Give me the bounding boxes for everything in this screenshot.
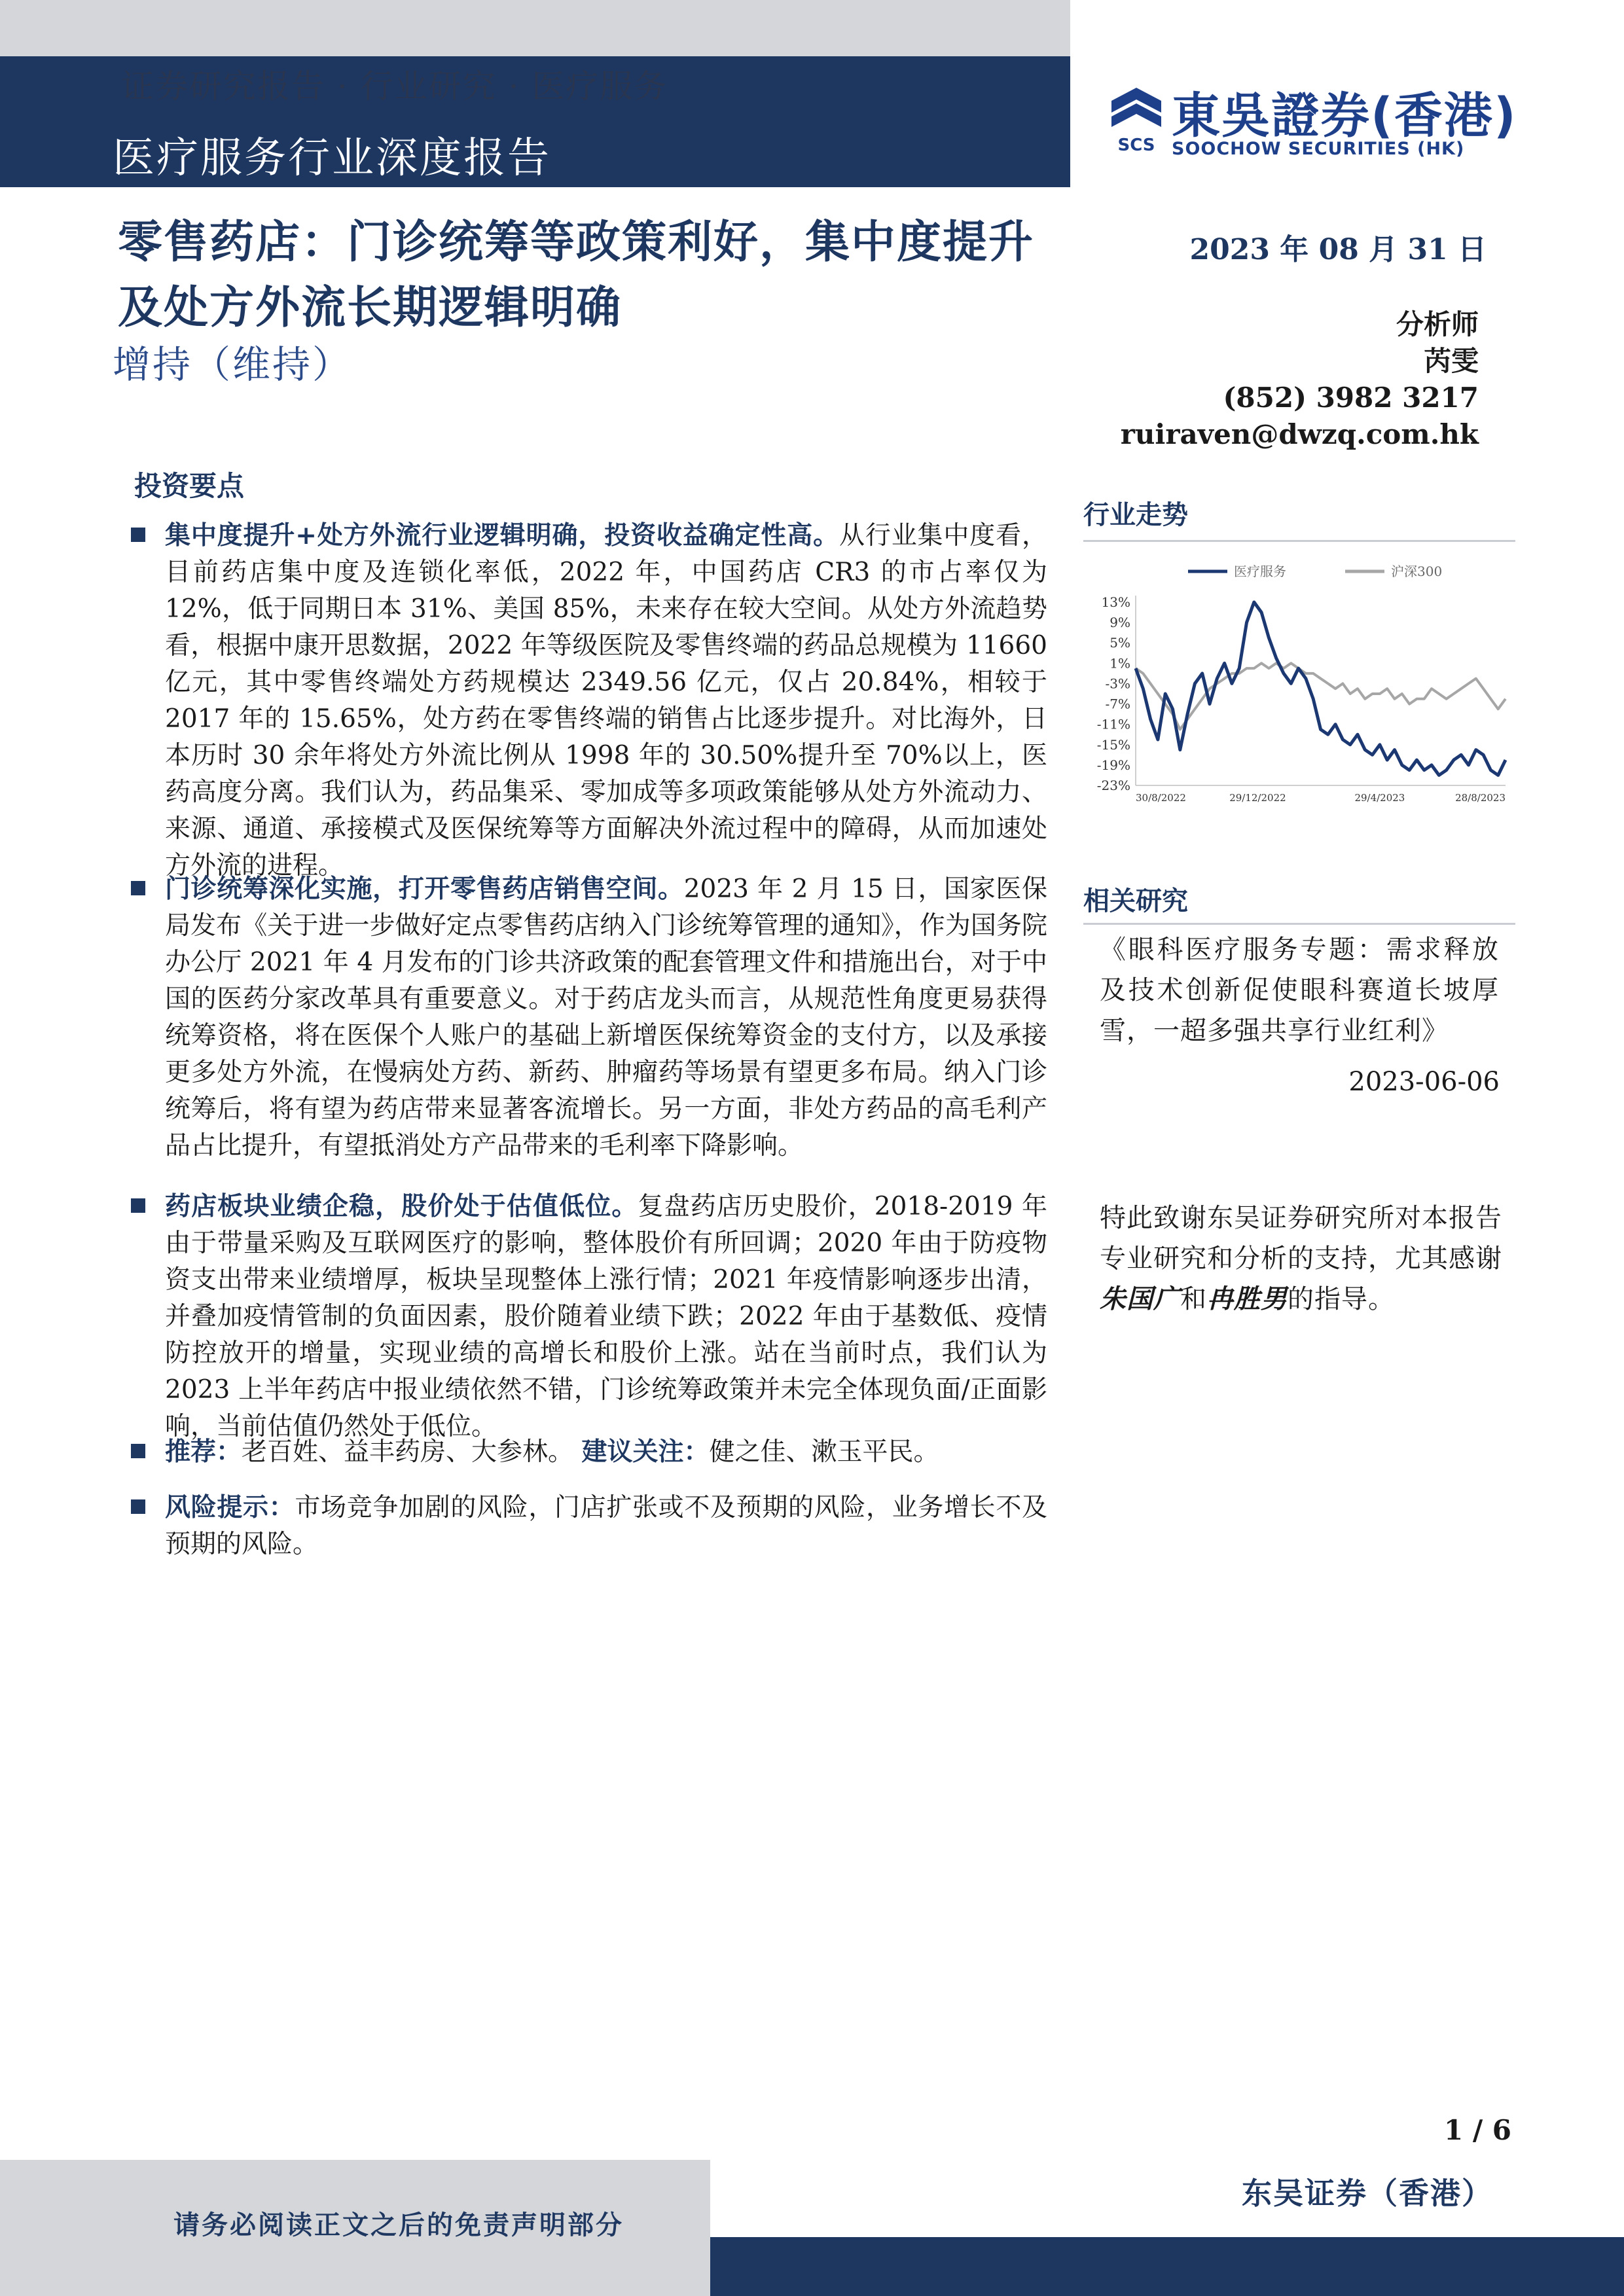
thanks-name-2: 冉胜男 [1207,1283,1288,1314]
header-top-band [0,0,1070,56]
y-tick-label: -23% [1096,778,1130,793]
y-tick-label: -11% [1096,716,1130,732]
bullet-item [131,517,1047,884]
logo-mark-text: SCS [1117,135,1155,155]
category-line: 证券研究报告 · 行业研究 · 医疗服务 [121,67,668,105]
bullet-lead-secondary: 建议关注： [581,1437,710,1467]
legend-label: 医疗服务 [1234,564,1286,579]
acknowledgement [1100,1198,1506,1319]
bullet-body: 老百姓、益丰药房、大参林。 [242,1437,574,1467]
bullet-square-icon [131,1198,145,1213]
x-tick-label: 29/12/2022 [1229,792,1286,804]
bullet-body: 从行业集中度看，目前药店集中度及连锁化率低，2022 年，中国药店 CR3 的市占率仅为 12%，低于同期日本 31%、美国 85%，未来存在较大空间。从处方外流趋势看，根据中康开思数据，2022 年等级医院及零售终端的药品总规模为 11660 亿元，其中零售终端处方药规模达 2349.56 亿元，仅占 20.84%，相较于 2017 年的 15.65%，处方药在零售终端的销售占比逐步提升。对比海外，日本历时 30 余年将处方外流比例从 1998 年的 30.50%提升至 70%以上，医药高度分离。我们认为，药品集采、零加成等多项政策能够从处方外流动力、来源、通道、承接模式及医保统筹等方面解决外流过程中的障碍，从而加速处方外流的进程。 [165,521,1047,880]
report-type: 医疗服务行业深度报告 [113,134,551,183]
y-tick-label: -15% [1096,736,1130,753]
y-tick-label: 13% [1101,594,1130,610]
trend-chart [1083,550,1515,812]
thanks-name-1: 朱国广 [1100,1283,1180,1314]
analyst-phone: (852) 3982 3217 [1223,382,1479,414]
footer-gray-band-lower [0,2237,710,2296]
y-tick-label: -7% [1105,696,1130,712]
thanks-mid: 和 [1180,1284,1207,1314]
bullet-body: 2023 年 2 月 15 日，国家医保局发布《关于进一步做好定点零售药店纳入门诊统筹管理的通知》，作为国务院办公厅 2021 年 4 月发布的门诊共济政策的配套管理文件和措施出台，对于中国的医药分家改革具有重要意义。对于药店龙头而言，从规范性角度更易获得统筹资格，将在医保个人账户的基础上新增医保统筹资金的支付方，以及承接更多处方外流，在慢病处方药、新药、肿瘤药等场景有望更多布局。纳入门诊统筹后，将有望为药店带来显著客流增长。另一方面，非处方药品的高毛利产品占比提升，有望抵消处方产品带来的毛利率下降影响。 [165,874,1047,1160]
bullet-item [131,870,1047,1164]
series-line [1136,602,1506,775]
analyst-name: 芮雯 [1423,345,1479,377]
related-divider [1083,923,1515,925]
bullet-square-icon [131,528,145,542]
trend-heading: 行业走势 [1083,499,1188,530]
y-tick-label: -3% [1105,675,1130,692]
invest-heading: 投资要点 [134,470,245,502]
bullet-body: 复盘药店历史股价，2018-2019 年由于带量采购及互联网医疗的影响，整体股价有所回调；2020 年由于防疫物资支出带来业绩增厚，板块呈现整体上涨行情；2021 年疫情影响逐步出清，并叠加疫情管制的负面因素，股价随着业绩下跌；2022 年由于基数低、疫情防控放开的增量，实现业绩的高增长和股价上涨。站在当前时点，我们认为 2023 上半年药店中报业绩依然不错，门诊统筹政策并未完全体现负面/正面影响，当前估值仍然处于低位。 [165,1192,1047,1441]
bullet-square-icon [131,881,145,895]
bullet-lead: 门诊统筹深化实施，打开零售药店销售空间。 [165,874,684,904]
related-report[interactable]: 《眼科医疗服务专题：需求释放及技术创新促使眼科赛道长坡厚雪，一超多强共享行业红利》 [1100,935,1499,1046]
thanks-pre: 特此致谢东吴证券研究所对本报告专业研究和分析的支持，尤其感谢 [1100,1203,1502,1274]
bullet-body: 市场竞争加剧的风险，门店扩张或不及预期的风险，业务增长不及预期的风险。 [165,1493,1047,1559]
x-tick-label: 28/8/2023 [1455,792,1506,804]
legend-label: 沪深300 [1391,564,1443,579]
logo-chinese: 東吳證券(香港) [1172,88,1517,144]
y-tick-label: 1% [1110,655,1130,672]
related-heading: 相关研究 [1083,886,1188,916]
disclaimer: 请务必阅读正文之后的免责声明部分 [173,2210,624,2240]
bullet-square-icon [131,1499,145,1514]
y-tick-label: -19% [1096,757,1130,773]
x-tick-label: 29/4/2023 [1354,792,1405,804]
report-date: 2023 年 08 月 31 日 [1189,233,1487,266]
page-number: 1 / 6 [1443,2114,1511,2146]
y-tick-label: 5% [1110,635,1130,651]
logo-mark-icon [1106,84,1166,156]
y-tick-label: 9% [1110,615,1130,631]
analyst-email[interactable]: ruiraven@dwzq.com.hk [1120,418,1479,450]
analyst-block [1121,306,1479,453]
x-tick-label: 30/8/2022 [1136,792,1186,804]
bullet-item [131,1433,1047,1471]
bullet-lead: 药店板块业绩企稳，股价处于估值低位。 [165,1191,638,1221]
report-title: 零售药店：门诊统筹等政策利好，集中度提升及处方外流长期逻辑明确 [118,216,1035,334]
bullet-lead: 风险提示： [165,1492,295,1522]
related-date: 2023-06-06 [1348,1067,1500,1097]
bullet-item [131,1188,1047,1445]
bullet-square-icon [131,1444,145,1458]
bullet-lead: 推荐： [165,1437,242,1467]
bullet-lead: 集中度提升+处方外流行业逻辑明确，投资收益确定性高。 [165,520,839,550]
footer-company: 东吴证券（香港） [1242,2176,1493,2211]
analyst-role: 分析师 [1396,308,1479,340]
bullet-item [131,1489,1047,1563]
logo-english: SOOCHOW SECURITIES (HK) [1172,139,1465,159]
rating: 增持（维持） [113,342,353,387]
thanks-post: 的指导。 [1288,1284,1395,1314]
trend-divider [1083,540,1515,542]
bullet-body-secondary: 健之佳、漱玉平民。 [709,1437,939,1467]
